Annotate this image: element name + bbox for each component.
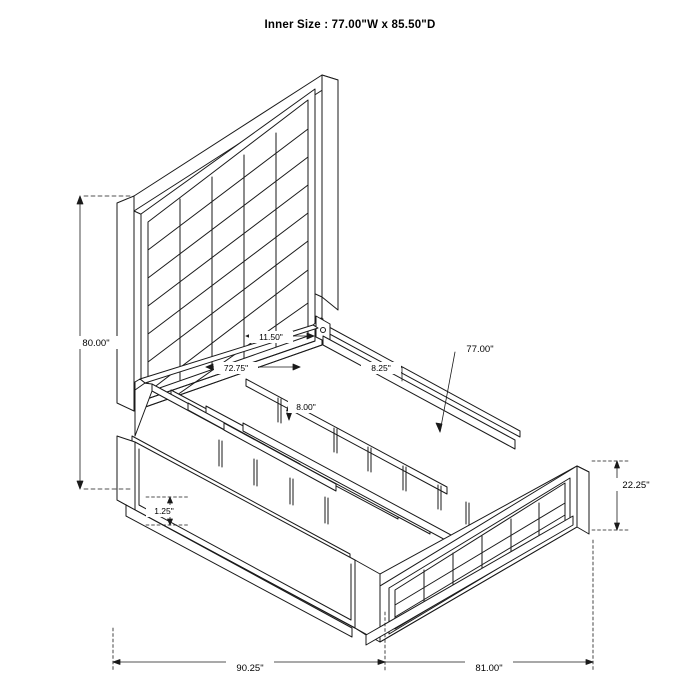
dim-height-overall: 80.00" [82,338,110,349]
dim-headboard-panel-width: 11.50" [259,332,283,342]
dim-slat-height: 8.00" [296,402,316,412]
dim-width-callout: 77.00" [466,344,494,355]
dim-side-rail-height: 8.25" [371,363,391,373]
dim-rail-inner-length: 72.75" [223,363,249,373]
dim-footboard-height: 22.25" [622,480,650,491]
footboard-group [355,466,589,645]
dim-depth-overall: 90.25" [236,663,264,674]
dim-base-rail-height: 1.25" [154,506,174,516]
headboard-group [117,75,338,411]
page-title: Inner Size : 77.00"W x 85.50"D [264,19,436,31]
dim-footprint-width: 81.00" [475,663,503,674]
